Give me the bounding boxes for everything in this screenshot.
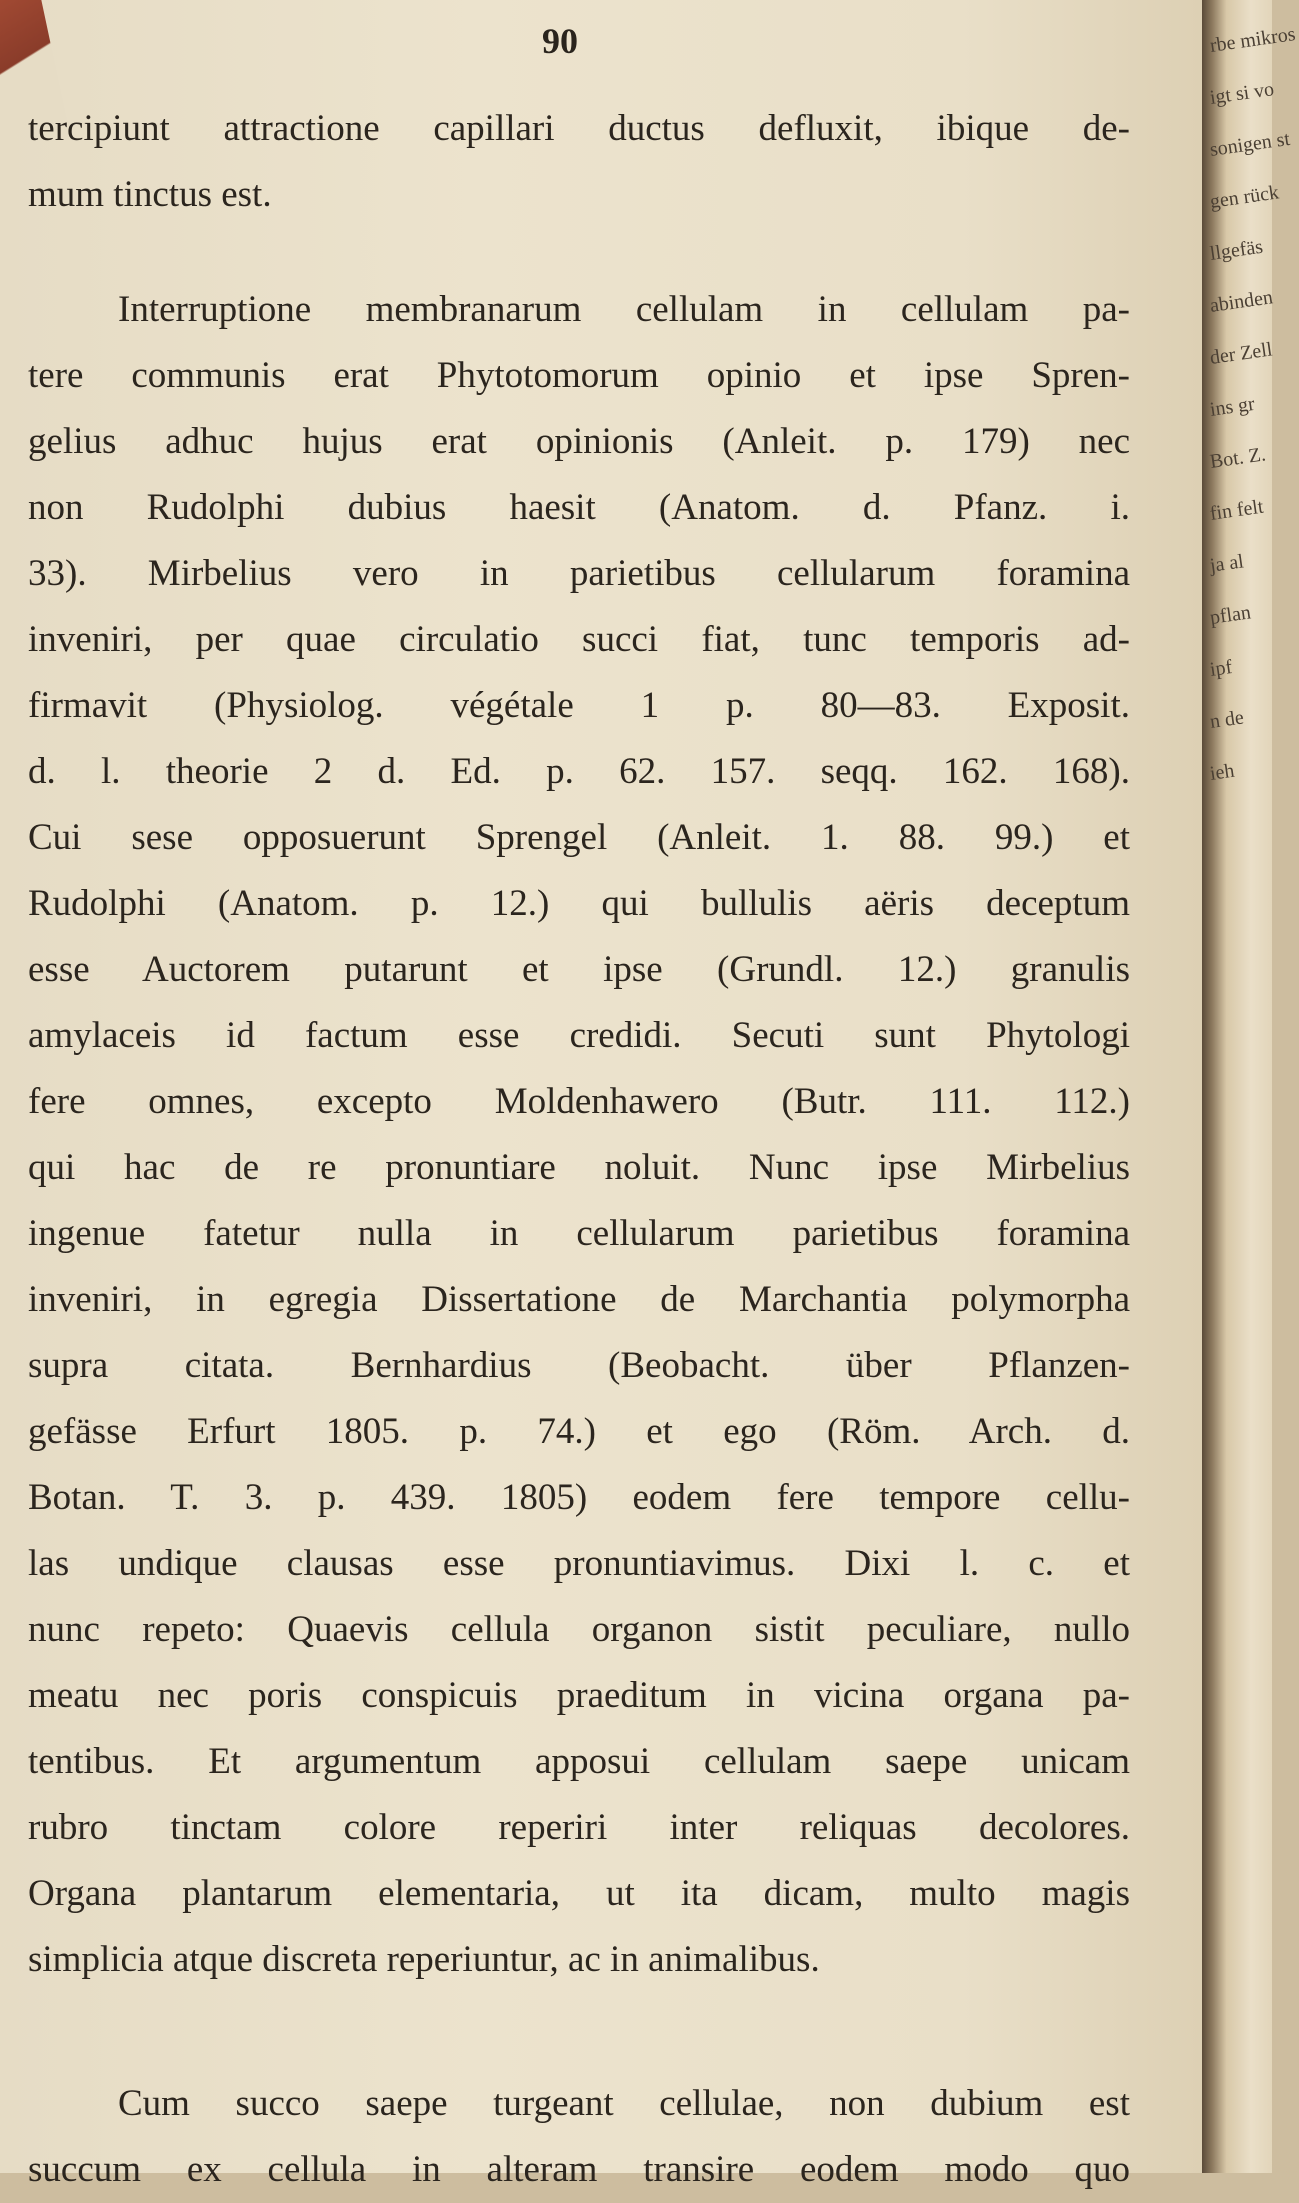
facing-page-fragment: llgefäs — [1208, 235, 1265, 265]
text-line: Botan. T. 3. p. 439. 1805) eodem fere tempore cellu- — [28, 1477, 1130, 1518]
text-line: supra citata. Bernhardius (Beobacht. über Pflanzen- — [28, 1345, 1130, 1386]
text-line: non Rudolphi dubius haesit (Anatom. d. Pfanz. i. — [28, 487, 1130, 528]
text-line: Cum succo saepe turgeant cellulae, non dubium est — [118, 2083, 1130, 2124]
facing-page-fragment: pflan — [1208, 601, 1253, 629]
facing-page-fragment: ins gr — [1208, 392, 1257, 421]
text-line: gelius adhuc hujus erat opinionis (Anleit. p. 179) nec — [28, 421, 1130, 462]
facing-page-text — [1208, 20, 1297, 1020]
body-text — [28, 96, 1130, 2203]
text-line: fere omnes, excepto Moldenhawero (Butr. 111. 112.) — [28, 1081, 1130, 1122]
text-line: tentibus. Et argumentum apposui cellulam saepe unicam — [28, 1741, 1130, 1782]
facing-page-fragment: n de — [1208, 706, 1246, 733]
text-line: Organa plantarum elementaria, ut ita dicam, multo magis — [28, 1873, 1130, 1914]
facing-page-fragment: Bot. Z. — [1208, 443, 1268, 473]
text-line: nunc repeto: Quaevis cellula organon sistit peculiare, nullo — [28, 1609, 1130, 1650]
facing-page-edge — [1202, 0, 1297, 2173]
text-line: inveniri, in egregia Dissertatione de Marchantia polymorpha — [28, 1279, 1130, 1320]
text-line: amylaceis id factum esse credidi. Secuti sunt Phytologi — [28, 1015, 1130, 1056]
text-line: Cui sese opposuerunt Sprengel (Anleit. 1. 88. 99.) et — [28, 817, 1130, 858]
text-line: rubro tinctam colore reperiri inter reliquas decolores. — [28, 1807, 1130, 1848]
text-line: firmavit (Physiolog. végétale 1 p. 80—83. Exposit. — [28, 685, 1130, 726]
text-line: tercipiunt attractione capillari ductus defluxit, ibique de- — [28, 108, 1130, 149]
text-line: Rudolphi (Anatom. p. 12.) qui bullulis aëris deceptum — [28, 883, 1130, 924]
facing-page-fragment: igt si vo — [1208, 78, 1276, 109]
facing-page-fragment: ieh — [1208, 759, 1236, 785]
text-line: meatu nec poris conspicuis praeditum in vicina organa pa- — [28, 1675, 1130, 1716]
text-line: succum ex cellula in alteram transire eodem modo quo — [28, 2149, 1130, 2190]
facing-page-fragment: sonigen st — [1208, 127, 1292, 161]
text-line: inveniri, per quae circulatio succi fiat, tunc temporis ad- — [28, 619, 1130, 660]
facing-page-fragment: ipf — [1208, 656, 1234, 681]
facing-page-fragment: abinden — [1208, 286, 1275, 317]
text-line: qui hac de re pronuntiare noluit. Nunc ipse Mirbelius — [28, 1147, 1130, 1188]
facing-page-fragment: ja al — [1208, 550, 1246, 577]
text-line: d. l. theorie 2 d. Ed. p. 62. 157. seqq. 162. 168). — [28, 751, 1130, 792]
text-line: Interruptione membranarum cellulam in cellulam pa- — [118, 289, 1130, 330]
text-line: tere communis erat Phytotomorum opinio et ipse Spren- — [28, 355, 1130, 396]
text-line: gefässe Erfurt 1805. p. 74.) et ego (Röm. Arch. d. — [28, 1411, 1130, 1452]
facing-page-fragment: rbe mikros — [1208, 23, 1297, 57]
text-line: las undique clausas esse pronuntiavimus. Dixi l. c. et — [28, 1543, 1130, 1584]
text-line: esse Auctorem putarunt et ipse (Grundl. 12.) granulis — [28, 949, 1130, 990]
facing-page-fragment: gen rück — [1208, 181, 1281, 213]
page-number: 90 — [542, 21, 578, 61]
text-line: 33). Mirbelius vero in parietibus cellularum foramina — [28, 553, 1130, 594]
facing-page-fragment: fin felt — [1208, 495, 1265, 525]
facing-page-fragment: der Zell — [1208, 338, 1274, 369]
text-line: ingenue fatetur nulla in cellularum parietibus foramina — [28, 1213, 1130, 1254]
text-line: mum tinctus est. — [28, 174, 272, 215]
text-line: simplicia atque discreta reperiuntur, ac in animalibus. — [28, 1939, 820, 1980]
